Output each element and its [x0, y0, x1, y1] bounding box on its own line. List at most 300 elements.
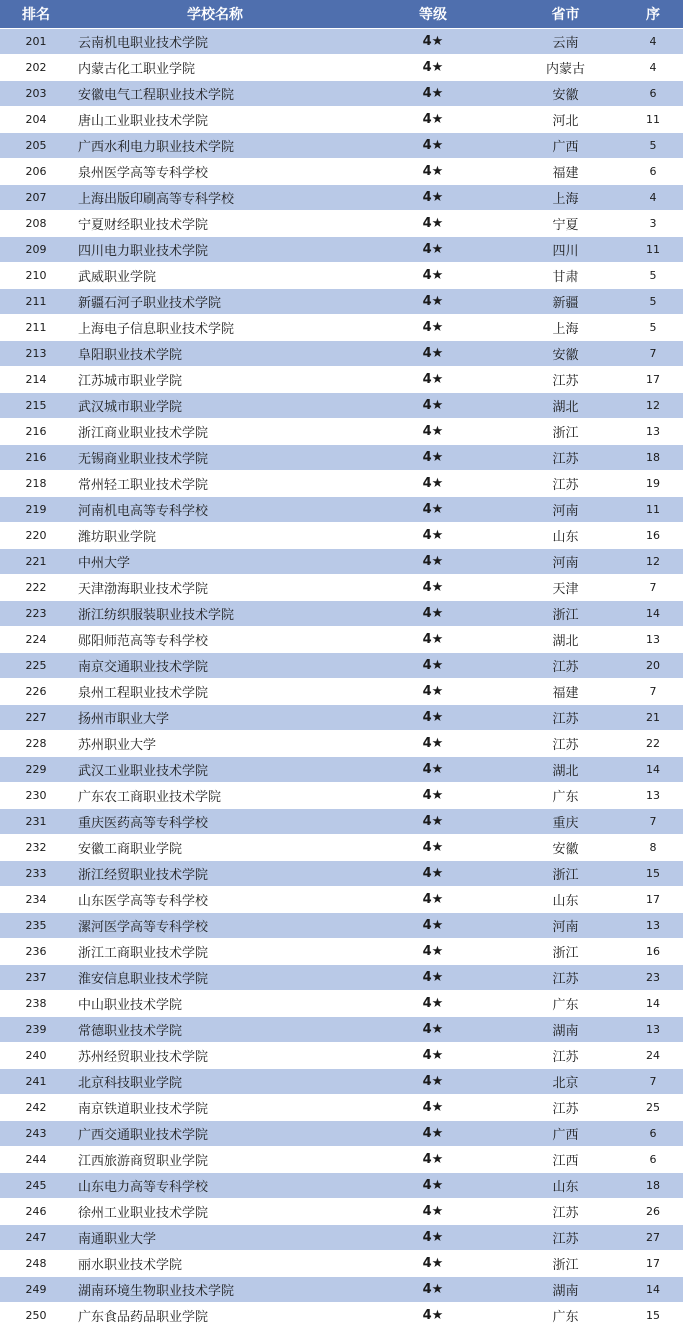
school-name-cell: 上海出版印刷高等专科学校 — [78, 192, 235, 207]
province-cell: 广东 — [552, 1310, 579, 1325]
province-cell: 江苏 — [552, 452, 579, 467]
table-row — [0, 939, 683, 965]
rank-cell: 208 — [25, 217, 47, 230]
grade-cell: 4★ — [422, 814, 444, 829]
province-cell: 江西 — [552, 1154, 579, 1169]
grade-cell: 4★ — [422, 580, 444, 595]
grade-cell: 4★ — [422, 840, 444, 855]
province-cell: 广西 — [552, 1128, 579, 1143]
table-row — [0, 211, 683, 237]
seq-cell: 5 — [649, 139, 657, 152]
seq-cell: 13 — [646, 633, 660, 646]
table-row — [0, 705, 683, 731]
rank-cell: 215 — [25, 399, 47, 412]
table-row — [0, 1173, 683, 1199]
rank-cell: 237 — [25, 971, 47, 984]
seq-cell: 11 — [646, 113, 660, 126]
table-row — [0, 523, 683, 549]
seq-cell: 26 — [646, 1205, 660, 1218]
table-row — [0, 965, 683, 991]
seq-cell: 16 — [646, 529, 660, 542]
rank-cell: 238 — [25, 997, 47, 1010]
seq-cell: 4 — [649, 35, 657, 48]
province-cell: 江苏 — [552, 738, 579, 753]
table-row — [0, 1251, 683, 1277]
seq-cell: 16 — [646, 945, 660, 958]
rank-cell: 241 — [25, 1075, 47, 1088]
province-cell: 湖南 — [552, 1024, 579, 1039]
grade-cell: 4★ — [422, 632, 444, 647]
school-name-cell: 唐山工业职业技术学院 — [78, 114, 209, 129]
seq-cell: 13 — [646, 1023, 660, 1036]
rank-cell: 210 — [25, 269, 47, 282]
grade-cell: 4★ — [422, 268, 444, 283]
school-name-cell: 广西水利电力职业技术学院 — [78, 140, 235, 155]
province-cell: 上海 — [552, 322, 579, 337]
rank-cell: 240 — [25, 1049, 47, 1062]
seq-cell: 15 — [646, 1309, 660, 1322]
rank-cell: 223 — [25, 607, 47, 620]
grade-cell: 4★ — [422, 1074, 444, 1089]
seq-cell: 8 — [649, 841, 657, 854]
table-row — [0, 1069, 683, 1095]
grade-cell: 4★ — [422, 138, 444, 153]
school-name-cell: 江苏城市职业学院 — [78, 374, 183, 389]
grade-cell: 4★ — [422, 762, 444, 777]
grade-cell: 4★ — [422, 866, 444, 881]
grade-cell: 4★ — [422, 892, 444, 907]
province-cell: 山东 — [552, 530, 579, 545]
province-cell: 浙江 — [552, 1258, 579, 1273]
table-row — [0, 55, 683, 81]
seq-cell: 7 — [649, 581, 657, 594]
seq-cell: 7 — [649, 347, 657, 360]
seq-cell: 15 — [646, 867, 660, 880]
grade-cell: 4★ — [422, 710, 444, 725]
grade-cell: 4★ — [422, 346, 444, 361]
seq-cell: 7 — [649, 1075, 657, 1088]
province-cell: 浙江 — [552, 608, 579, 623]
header-rank: 排名 — [22, 7, 50, 23]
rank-cell: 201 — [25, 35, 47, 48]
seq-cell: 24 — [646, 1049, 660, 1062]
seq-cell: 13 — [646, 789, 660, 802]
rank-cell: 243 — [25, 1127, 47, 1140]
province-cell: 安徽 — [552, 88, 579, 103]
rank-cell: 228 — [25, 737, 47, 750]
rank-cell: 203 — [25, 87, 47, 100]
school-name-cell: 广东食品药品职业学院 — [78, 1310, 209, 1325]
table-row — [0, 653, 683, 679]
rank-cell: 213 — [25, 347, 47, 360]
seq-cell: 11 — [646, 503, 660, 516]
province-cell: 内蒙古 — [545, 62, 585, 77]
rank-cell: 211 — [25, 295, 47, 308]
seq-cell: 12 — [646, 555, 660, 568]
province-cell: 广东 — [552, 790, 579, 805]
school-name-cell: 苏州经贸职业技术学院 — [78, 1050, 209, 1065]
table-row — [0, 133, 683, 159]
province-cell: 江苏 — [552, 712, 579, 727]
school-name-cell: 新疆石河子职业技术学院 — [78, 296, 222, 311]
table-row — [0, 367, 683, 393]
table-row — [0, 1199, 683, 1225]
grade-cell: 4★ — [422, 216, 444, 231]
grade-cell: 4★ — [422, 970, 444, 985]
table-row — [0, 887, 683, 913]
school-name-cell: 浙江工商职业技术学院 — [78, 946, 209, 961]
school-name-cell: 四川电力职业技术学院 — [78, 244, 209, 259]
header-seq: 序 — [646, 7, 660, 23]
rank-cell: 242 — [25, 1101, 47, 1114]
grade-cell: 4★ — [422, 1100, 444, 1115]
school-name-cell: 无锡商业职业技术学院 — [78, 452, 209, 467]
grade-cell: 4★ — [422, 1282, 444, 1297]
rank-cell: 216 — [25, 425, 47, 438]
school-name-cell: 常州轻工职业技术学院 — [78, 478, 209, 493]
province-cell: 广西 — [552, 140, 579, 155]
seq-cell: 5 — [649, 295, 657, 308]
grade-cell: 4★ — [422, 1022, 444, 1037]
seq-cell: 3 — [649, 217, 657, 230]
rank-cell: 236 — [25, 945, 47, 958]
rank-cell: 248 — [25, 1257, 47, 1270]
province-cell: 江苏 — [552, 1232, 579, 1247]
table-row — [0, 731, 683, 757]
grade-cell: 4★ — [422, 918, 444, 933]
table-row — [0, 1017, 683, 1043]
seq-cell: 21 — [646, 711, 660, 724]
seq-cell: 12 — [646, 399, 660, 412]
seq-cell: 7 — [649, 685, 657, 698]
rank-cell: 224 — [25, 633, 47, 646]
grade-cell: 4★ — [422, 1204, 444, 1219]
table-row — [0, 263, 683, 289]
rank-cell: 235 — [25, 919, 47, 932]
table-row — [0, 575, 683, 601]
grade-cell: 4★ — [422, 242, 444, 257]
grade-cell: 4★ — [422, 294, 444, 309]
school-name-cell: 中山职业技术学院 — [78, 998, 183, 1013]
province-cell: 江苏 — [552, 478, 579, 493]
table-row — [0, 1225, 683, 1251]
school-name-cell: 河南机电高等专科学校 — [78, 504, 209, 519]
seq-cell: 27 — [646, 1231, 660, 1244]
table-row — [0, 679, 683, 705]
rank-cell: 206 — [25, 165, 47, 178]
grade-cell: 4★ — [422, 112, 444, 127]
grade-cell: 4★ — [422, 372, 444, 387]
province-cell: 河南 — [552, 504, 579, 519]
rank-cell: 222 — [25, 581, 47, 594]
rank-cell: 244 — [25, 1153, 47, 1166]
table-row — [0, 809, 683, 835]
table-row — [0, 913, 683, 939]
seq-cell: 4 — [649, 61, 657, 74]
table-row — [0, 393, 683, 419]
rank-cell: 230 — [25, 789, 47, 802]
header-province: 省市 — [551, 7, 580, 23]
province-cell: 河南 — [552, 556, 579, 571]
school-name-cell: 安徽电气工程职业技术学院 — [78, 88, 235, 103]
header-grade: 等级 — [419, 7, 447, 23]
grade-cell: 4★ — [422, 1178, 444, 1193]
table-row — [0, 1303, 683, 1329]
grade-cell: 4★ — [422, 788, 444, 803]
province-cell: 天津 — [552, 582, 579, 597]
rank-cell: 211 — [25, 321, 47, 334]
seq-cell: 19 — [646, 477, 660, 490]
grade-cell: 4★ — [422, 1152, 444, 1167]
province-cell: 湖南 — [552, 1284, 579, 1299]
table-row — [0, 1277, 683, 1303]
grade-cell: 4★ — [422, 606, 444, 621]
table-row — [0, 237, 683, 263]
rank-cell: 245 — [25, 1179, 47, 1192]
school-name-cell: 南通职业大学 — [78, 1232, 157, 1247]
table-row — [0, 289, 683, 315]
grade-cell: 4★ — [422, 398, 444, 413]
school-name-cell: 潍坊职业学院 — [78, 530, 157, 545]
grade-cell: 4★ — [422, 424, 444, 439]
table-row — [0, 341, 683, 367]
seq-cell: 5 — [649, 269, 657, 282]
rank-cell: 209 — [25, 243, 47, 256]
province-cell: 江苏 — [552, 1050, 579, 1065]
rank-cell: 204 — [25, 113, 47, 126]
school-name-cell: 扬州市职业大学 — [78, 712, 170, 727]
grade-cell: 4★ — [422, 528, 444, 543]
rank-cell: 229 — [25, 763, 47, 776]
table-row — [0, 1121, 683, 1147]
table-row — [0, 783, 683, 809]
grade-cell: 4★ — [422, 1230, 444, 1245]
rank-cell: 246 — [25, 1205, 47, 1218]
grade-cell: 4★ — [422, 1256, 444, 1271]
province-cell: 新疆 — [552, 296, 579, 311]
school-name-cell: 宁夏财经职业技术学院 — [78, 218, 209, 233]
school-name-cell: 江西旅游商贸职业学院 — [78, 1154, 209, 1169]
school-name-cell: 阜阳职业技术学院 — [78, 348, 183, 363]
school-name-cell: 云南机电职业技术学院 — [78, 36, 209, 51]
table-row — [0, 1043, 683, 1069]
school-name-cell: 泉州医学高等专科学校 — [78, 166, 209, 181]
table-row — [0, 1147, 683, 1173]
school-name-cell: 丽水职业技术学院 — [78, 1258, 183, 1273]
grade-cell: 4★ — [422, 164, 444, 179]
school-name-cell: 山东医学高等专科学校 — [78, 894, 209, 909]
seq-cell: 6 — [649, 1127, 657, 1140]
province-cell: 福建 — [552, 166, 579, 181]
seq-cell: 17 — [646, 1257, 660, 1270]
province-cell: 安徽 — [552, 842, 579, 857]
province-cell: 江苏 — [552, 374, 579, 389]
school-name-cell: 漯河医学高等专科学校 — [78, 920, 209, 935]
school-name-cell: 上海电子信息职业技术学院 — [78, 322, 235, 337]
table-row — [0, 757, 683, 783]
province-cell: 山东 — [552, 894, 579, 909]
rank-cell: 250 — [25, 1309, 47, 1322]
province-cell: 江苏 — [552, 972, 579, 987]
province-cell: 江苏 — [552, 660, 579, 675]
rank-cell: 247 — [25, 1231, 47, 1244]
rank-cell: 239 — [25, 1023, 47, 1036]
seq-cell: 20 — [646, 659, 660, 672]
grade-cell: 4★ — [422, 684, 444, 699]
province-cell: 宁夏 — [552, 218, 579, 233]
header-school-name: 学校名称 — [187, 7, 243, 23]
grade-cell: 4★ — [422, 86, 444, 101]
table-header — [0, 0, 683, 29]
seq-cell: 14 — [646, 1283, 660, 1296]
table-row — [0, 419, 683, 445]
province-cell: 云南 — [552, 36, 579, 51]
province-cell: 湖北 — [552, 764, 579, 779]
province-cell: 安徽 — [552, 348, 579, 363]
school-name-cell: 安徽工商职业学院 — [78, 842, 183, 857]
seq-cell: 6 — [649, 165, 657, 178]
grade-cell: 4★ — [422, 320, 444, 335]
seq-cell: 14 — [646, 763, 660, 776]
province-cell: 浙江 — [552, 426, 579, 441]
rank-cell: 202 — [25, 61, 47, 74]
province-cell: 河南 — [552, 920, 579, 935]
seq-cell: 25 — [646, 1101, 660, 1114]
seq-cell: 7 — [649, 815, 657, 828]
seq-cell: 18 — [646, 451, 660, 464]
table-row — [0, 549, 683, 575]
school-name-cell: 武威职业学院 — [78, 270, 157, 285]
rank-cell: 219 — [25, 503, 47, 516]
table-row — [0, 315, 683, 341]
province-cell: 山东 — [552, 1180, 579, 1195]
seq-cell: 4 — [649, 191, 657, 204]
seq-cell: 13 — [646, 919, 660, 932]
province-cell: 福建 — [552, 686, 579, 701]
school-name-cell: 郧阳师范高等专科学校 — [78, 634, 209, 649]
rank-cell: 207 — [25, 191, 47, 204]
seq-cell: 6 — [649, 1153, 657, 1166]
school-name-cell: 南京交通职业技术学院 — [78, 660, 209, 675]
province-cell: 甘肃 — [552, 270, 579, 285]
school-name-cell: 广西交通职业技术学院 — [78, 1128, 209, 1143]
table-row — [0, 991, 683, 1017]
province-cell: 广东 — [552, 998, 579, 1013]
rank-cell: 249 — [25, 1283, 47, 1296]
rank-cell: 220 — [25, 529, 47, 542]
school-name-cell: 广东农工商职业技术学院 — [78, 790, 222, 805]
seq-cell: 13 — [646, 425, 660, 438]
grade-cell: 4★ — [422, 34, 444, 49]
school-name-cell: 浙江经贸职业技术学院 — [78, 868, 209, 883]
province-cell: 江苏 — [552, 1206, 579, 1221]
school-name-cell: 北京科技职业学院 — [78, 1076, 183, 1091]
province-cell: 湖北 — [552, 634, 579, 649]
school-name-cell: 常德职业技术学院 — [78, 1024, 183, 1039]
school-name-cell: 泉州工程职业技术学院 — [78, 686, 209, 701]
grade-cell: 4★ — [422, 190, 444, 205]
seq-cell: 11 — [646, 243, 660, 256]
school-name-cell: 浙江纺织服装职业技术学院 — [78, 608, 235, 623]
table-row — [0, 107, 683, 133]
province-cell: 上海 — [552, 192, 579, 207]
school-name-cell: 淮安信息职业技术学院 — [78, 972, 209, 987]
school-name-cell: 中州大学 — [78, 556, 131, 571]
rank-cell: 214 — [25, 373, 47, 386]
rank-cell: 218 — [25, 477, 47, 490]
rank-cell: 216 — [25, 451, 47, 464]
table-row — [0, 445, 683, 471]
province-cell: 河北 — [552, 114, 579, 129]
grade-cell: 4★ — [422, 736, 444, 751]
table-body — [0, 29, 683, 1329]
school-name-cell: 山东电力高等专科学校 — [78, 1180, 209, 1195]
grade-cell: 4★ — [422, 944, 444, 959]
table-row — [0, 861, 683, 887]
table-row — [0, 81, 683, 107]
seq-cell: 14 — [646, 997, 660, 1010]
seq-cell: 14 — [646, 607, 660, 620]
table-row — [0, 185, 683, 211]
rank-cell: 226 — [25, 685, 47, 698]
grade-cell: 4★ — [422, 1126, 444, 1141]
seq-cell: 6 — [649, 87, 657, 100]
seq-cell: 23 — [646, 971, 660, 984]
table-row — [0, 29, 683, 55]
grade-cell: 4★ — [422, 60, 444, 75]
school-name-cell: 武汉城市职业学院 — [78, 400, 183, 415]
seq-cell: 22 — [646, 737, 660, 750]
rank-cell: 221 — [25, 555, 47, 568]
school-name-cell: 浙江商业职业技术学院 — [78, 426, 209, 441]
province-cell: 四川 — [552, 244, 579, 259]
school-name-cell: 徐州工业职业技术学院 — [78, 1206, 209, 1221]
grade-cell: 4★ — [422, 554, 444, 569]
seq-cell: 17 — [646, 893, 660, 906]
rank-cell: 232 — [25, 841, 47, 854]
school-name-cell: 重庆医药高等专科学校 — [78, 816, 209, 831]
province-cell: 江苏 — [552, 1102, 579, 1117]
table-row — [0, 627, 683, 653]
grade-cell: 4★ — [422, 476, 444, 491]
grade-cell: 4★ — [422, 502, 444, 517]
seq-cell: 5 — [649, 321, 657, 334]
school-name-cell: 天津渤海职业技术学院 — [78, 582, 209, 597]
grade-cell: 4★ — [422, 658, 444, 673]
rank-cell: 234 — [25, 893, 47, 906]
province-cell: 湖北 — [552, 400, 579, 415]
rank-cell: 231 — [25, 815, 47, 828]
table-row — [0, 835, 683, 861]
rank-cell: 205 — [25, 139, 47, 152]
province-cell: 重庆 — [552, 816, 579, 831]
school-name-cell: 苏州职业大学 — [78, 738, 157, 753]
seq-cell: 17 — [646, 373, 660, 386]
school-name-cell: 湖南环境生物职业技术学院 — [78, 1284, 235, 1299]
table-row — [0, 1095, 683, 1121]
table-row — [0, 471, 683, 497]
grade-cell: 4★ — [422, 450, 444, 465]
grade-cell: 4★ — [422, 1308, 444, 1323]
school-name-cell: 内蒙古化工职业学院 — [78, 62, 196, 77]
table-row — [0, 497, 683, 523]
grade-cell: 4★ — [422, 996, 444, 1011]
province-cell: 浙江 — [552, 946, 579, 961]
table-row — [0, 159, 683, 185]
province-cell: 浙江 — [552, 868, 579, 883]
rank-cell: 225 — [25, 659, 47, 672]
rank-cell: 233 — [25, 867, 47, 880]
